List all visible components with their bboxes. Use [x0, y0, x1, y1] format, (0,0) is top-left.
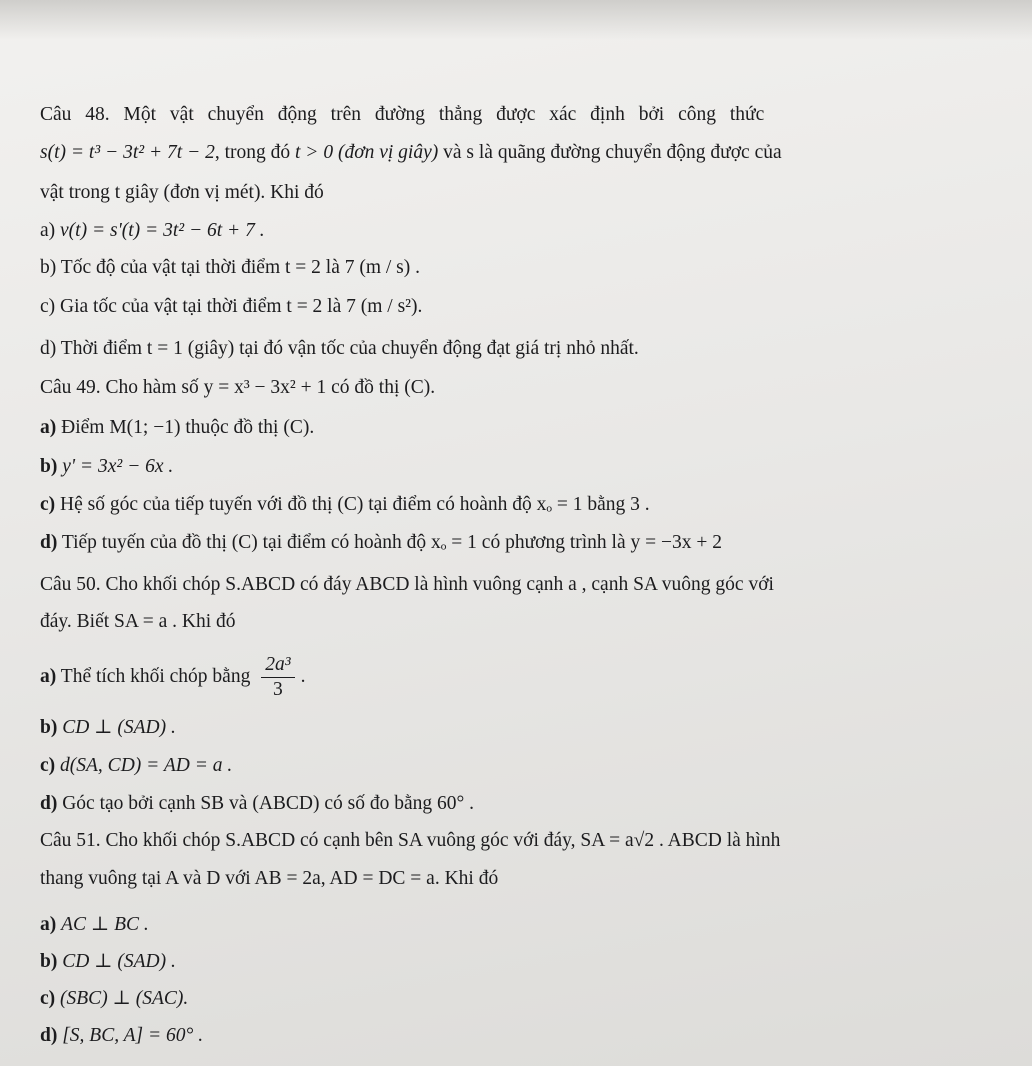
q51-a-text: AC ⊥ BC . [61, 914, 149, 935]
q48-c-label: c) [40, 296, 56, 317]
q48-formula: s(t) = t³ − 3t² + 7t − 2 [40, 142, 215, 163]
q50-number: Câu 50. [40, 574, 101, 595]
q48-unit-note: (đơn vị giây) [337, 142, 439, 163]
q49-a-text: Điểm M(1; −1) thuộc đồ thị (C). [61, 417, 315, 438]
q51-intro-line [40, 829, 780, 853]
q51-b-text: CD ⊥ (SAD) . [62, 951, 176, 972]
q49-b-text: y' = 3x² − 6x . [62, 456, 174, 477]
q50-a-denominator: 3 [273, 679, 283, 701]
q50-d-text: Góc tạo bởi cạnh SB và (ABCD) có số đo bằng 60° . [62, 793, 475, 814]
q48-number: Câu 48. [40, 104, 110, 125]
q50-option-d [40, 792, 474, 816]
q50-option-b [40, 716, 176, 740]
q50-intro: Cho khối chóp S.ABCD có đáy ABCD là hình vuông cạnh a , cạnh SA vuông góc với [105, 574, 774, 595]
q49-intro: Cho hàm số y = x³ − 3x² + 1 có đồ thị (C). [105, 377, 436, 398]
q50-a-numerator: 2a³ [261, 653, 294, 678]
q51-option-c [40, 987, 188, 1011]
q51-option-b [40, 950, 176, 974]
q51-c-label: c) [40, 988, 56, 1009]
q48-a-text: v(t) = s'(t) = 3t² − 6t + 7 . [60, 220, 265, 241]
q50-d-label: d) [40, 793, 58, 814]
q49-option-b [40, 455, 173, 479]
q50-b-label: b) [40, 717, 58, 738]
q49-c-label: c) [40, 494, 56, 515]
q51-b-label: b) [40, 951, 58, 972]
q48-b-label: b) [40, 257, 57, 278]
q48-option-a [40, 219, 265, 243]
q51-option-d [40, 1024, 203, 1048]
q51-a-label: a) [40, 914, 57, 935]
q51-d-text: [S, BC, A] = 60° . [62, 1025, 204, 1046]
q49-b-label: b) [40, 456, 58, 477]
q50-option-a [40, 645, 305, 709]
q51-intro-line-2 [40, 867, 498, 891]
q48-text-2c: và s là quãng đường chuyển động được của [443, 142, 782, 163]
q48-text-3: vật trong t giây (đơn vị mét). Khi đó [40, 182, 324, 203]
q51-number: Câu 51. [40, 830, 101, 851]
q50-a-end: . [300, 666, 306, 687]
q50-intro-line [40, 573, 774, 597]
q50-intro-line-2 [40, 610, 236, 634]
q48-line-3 [40, 181, 324, 205]
q49-option-c [40, 493, 650, 517]
q49-number: Câu 49. [40, 377, 101, 398]
q48-option-d [40, 337, 639, 361]
q51-intro: Cho khối chóp S.ABCD có cạnh bên SA vuông góc với đáy, SA = a√2 . ABCD là hình [105, 830, 781, 851]
q48-a-label: a) [40, 220, 56, 241]
q50-option-c [40, 754, 232, 778]
q50-a-label: a) [40, 666, 57, 687]
q51-d-label: d) [40, 1025, 58, 1046]
q49-intro-line [40, 376, 435, 400]
q49-d-text: Tiếp tuyến của đồ thị (C) tại điểm có hoành độ xₒ = 1 có phương trình là y = −3x + 2 [61, 532, 722, 553]
q48-d-label: d) [40, 338, 57, 359]
q48-text-2a: , trong đó [214, 142, 291, 163]
q48-line-2 [40, 141, 782, 165]
q51-intro-2: thang vuông tại A và D với AB = 2a, AD = DC = a. Khi đó [40, 868, 499, 889]
page-top-shadow [0, 0, 1032, 40]
q50-c-label: c) [40, 755, 56, 776]
q49-a-label: a) [40, 417, 57, 438]
q49-c-text: Hệ số góc của tiếp tuyến với đồ thị (C) tại điểm có hoành độ xₒ = 1 bằng 3 . [60, 494, 650, 515]
q50-intro-2: đáy. Biết SA = a . Khi đó [40, 611, 236, 632]
q51-c-text: (SBC) ⊥ (SAC). [60, 988, 189, 1009]
q48-d-text: Thời điểm t = 1 (giây) tại đó vận tốc của chuyển động đạt giá trị nhỏ nhất. [60, 338, 639, 359]
q50-b-text: CD ⊥ (SAD) . [62, 717, 176, 738]
q49-d-label: d) [40, 532, 58, 553]
q48-b-text: Tốc độ của vật tại thời điểm t = 2 là 7 (m / s) . [60, 257, 421, 278]
q50-a-text: Thể tích khối chóp bằng [60, 666, 251, 687]
q48-line-1 [40, 103, 764, 127]
q50-a-fraction [261, 653, 294, 702]
q48-option-b [40, 256, 420, 280]
q48-condition: t > 0 [295, 142, 334, 163]
q49-option-a [40, 416, 314, 440]
q48-option-c [40, 295, 422, 319]
q49-option-d [40, 531, 722, 555]
q48-text-1: Một vật chuyển động trên đường thẳng được xác định bởi công thức [123, 104, 765, 125]
q48-c-text: Gia tốc của vật tại thời điểm t = 2 là 7 (m / s²). [60, 296, 423, 317]
q50-c-text: d(SA, CD) = AD = a . [60, 755, 233, 776]
q51-option-a [40, 913, 149, 937]
